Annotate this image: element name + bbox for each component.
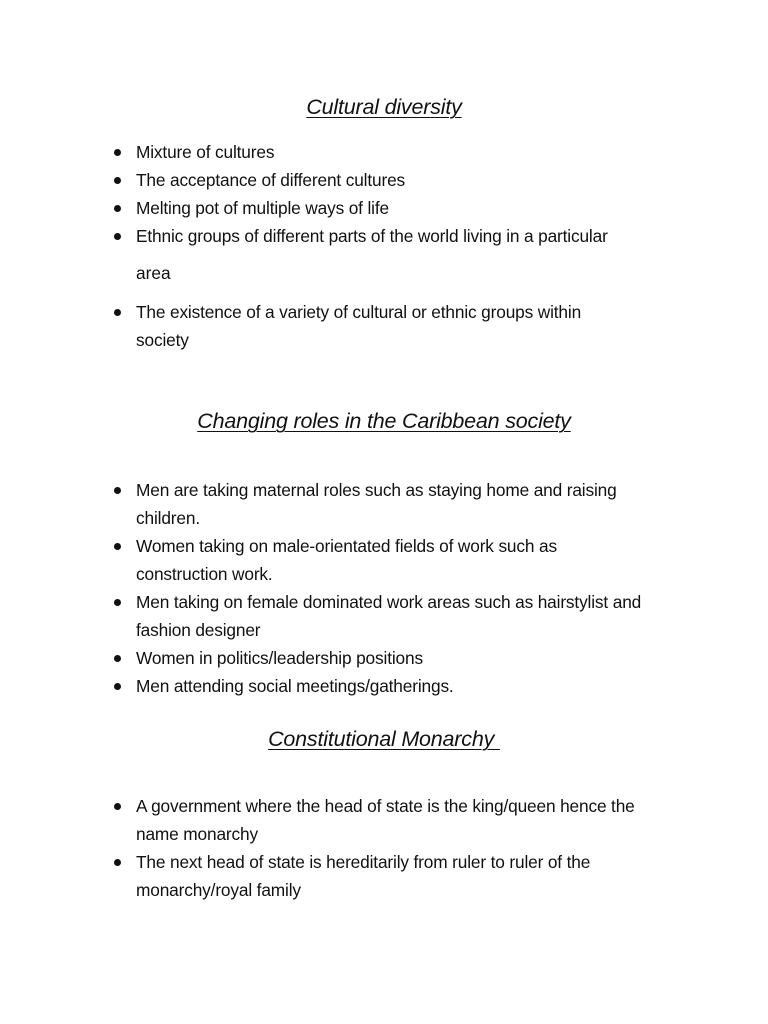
list-item xyxy=(0,194,768,222)
list-item-text: Women taking on male-orientated fields of work such as construction work. xyxy=(136,536,557,584)
list-item-text: The acceptance of different cultures xyxy=(136,170,406,190)
bullet-icon xyxy=(114,149,121,156)
list-item xyxy=(0,476,768,532)
cultural-diversity-list xyxy=(0,138,768,250)
list-item xyxy=(0,792,768,848)
bullet-icon xyxy=(114,233,121,240)
section-title-constitutional-monarchy: Constitutional Monarchy xyxy=(268,727,500,751)
list-item xyxy=(0,672,768,700)
bullet-icon xyxy=(114,803,121,810)
list-item-text: Men attending social meetings/gatherings. xyxy=(136,676,454,696)
list-item xyxy=(0,588,768,644)
list-item-text: Melting pot of multiple ways of life xyxy=(136,198,389,218)
changing-roles-list xyxy=(0,476,768,700)
list-item xyxy=(0,138,768,166)
list-item-text: Men taking on female dominated work areas such as hairstylist and fashion designer xyxy=(136,592,642,640)
list-item-text: Men are taking maternal roles such as staying home and raising children. xyxy=(136,480,617,528)
constitutional-monarchy-list xyxy=(0,792,768,904)
list-item-text: Ethnic groups of different parts of the world living in a particular xyxy=(136,226,608,246)
list-item-continuation: area xyxy=(136,263,171,283)
list-item-text: The existence of a variety of cultural or ethnic groups within society xyxy=(136,302,582,350)
list-item xyxy=(0,848,768,904)
section-title-cultural-diversity: Cultural diversity xyxy=(306,95,462,119)
cultural-diversity-list-extra xyxy=(0,298,768,354)
bullet-icon xyxy=(114,177,121,184)
list-item-text: The next head of state is hereditarily from ruler to ruler of the monarchy/royal family xyxy=(136,852,591,900)
bullet-icon xyxy=(114,487,121,494)
list-item xyxy=(0,298,768,354)
list-item-text: Women in politics/leadership positions xyxy=(136,648,423,668)
list-item xyxy=(0,166,768,194)
section-title-changing-roles: Changing roles in the Caribbean society xyxy=(197,409,571,433)
bullet-icon xyxy=(114,655,121,662)
bullet-icon xyxy=(114,683,121,690)
list-item xyxy=(0,222,768,250)
bullet-icon xyxy=(114,543,121,550)
bullet-icon xyxy=(114,205,121,212)
list-item xyxy=(0,644,768,672)
bullet-icon xyxy=(114,859,121,866)
list-item-text: Mixture of cultures xyxy=(136,142,275,162)
bullet-icon xyxy=(114,599,121,606)
bullet-icon xyxy=(114,309,121,316)
list-item-text: A government where the head of state is the king/queen hence the name monarchy xyxy=(136,796,635,844)
list-item xyxy=(0,532,768,588)
